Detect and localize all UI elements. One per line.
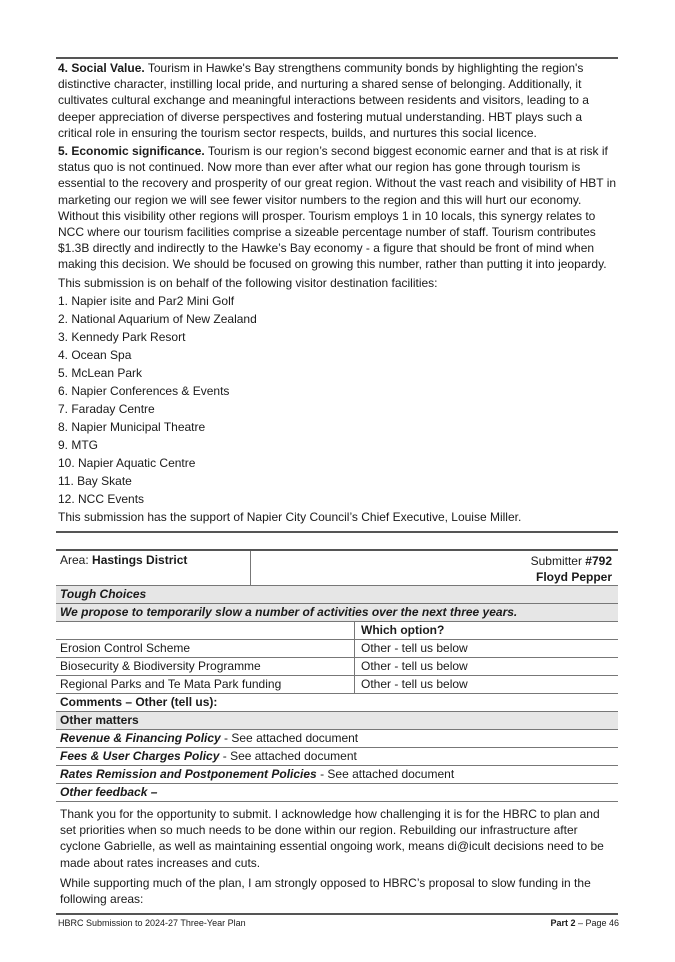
facilities-intro: This submission is on behalf of the following visitor destination facilities: — [58, 275, 438, 290]
activity-cell: Biosecurity & Biodiversity Programme — [56, 658, 355, 675]
hbt-submission-section — [56, 57, 618, 533]
other-matters-heading: Other matters — [60, 713, 139, 728]
list-item: 8. Napier Municipal Theatre — [58, 419, 206, 434]
list-item: 11. Bay Skate — [58, 473, 132, 488]
feedback-paragraph-1: Thank you for the opportunity to submit. I acknowledge how challenging it is for the HBRC to plan and set priorities when so much needs to be done within our region. Rebuilding our infrastructure after cyclone Gabrielle, as well as maintaining essential ongoing work, means di@icult decisions need to be made about rates increases and cuts. — [60, 807, 604, 870]
table-row — [56, 676, 618, 694]
feedback-body — [56, 802, 618, 913]
comments-label: Comments – Other (tell us): — [60, 695, 218, 710]
list-item: 2. National Aquarium of New Zealand — [58, 311, 257, 326]
tough-choices-heading: Tough Choices — [60, 587, 147, 602]
table-row — [56, 640, 618, 658]
list-item: 6. Napier Conferences & Events — [58, 383, 230, 398]
submitter-number: #792 — [585, 554, 612, 569]
policy-cell — [56, 748, 361, 765]
activity-cell: Regional Parks and Te Mata Park funding — [56, 676, 355, 693]
economic-text: Tourism is our region’s second biggest economic earner and that is at risk if status quo is not continued. Now more than ever after what our region has gone through tourism is essential to the recovery and prosperity of our great region. Without the vast reach and visibility of HBT in marketing our region we will see fewer visitor numbers to the region and this will hurt our economy. Without this visibility other regions will prosper. Tourism employs 1 in 10 locals, this synergy relates to NCC where our tourism facilities comprise a sizeable percentage number of staff. Tourism contributes $1.3B directly and indirectly to the Hawke’s Bay economy - a figure that should be front of mind when making this decision. We should be focused on growing this number, rather than putting it into jeopardy. — [58, 144, 617, 272]
submitter-cell — [251, 551, 618, 585]
footer-title: HBRC Submission to 2024-27 Three-Year Plan — [58, 918, 246, 928]
policy-row — [56, 766, 618, 784]
social-value-heading: 4. Social Value. — [58, 61, 145, 75]
list-item: 4. Ocean Spa — [58, 347, 132, 362]
document-page — [56, 0, 618, 915]
policy-value: - See attached document — [220, 731, 359, 746]
policy-cell — [56, 730, 362, 747]
list-item: 3. Kennedy Park Resort — [58, 329, 186, 344]
list-item: 10. Napier Aquatic Centre — [58, 455, 196, 470]
submission-form — [56, 549, 618, 915]
choice-cell: Other - tell us below — [361, 641, 468, 656]
options-header-row — [56, 622, 618, 640]
choice-cell: Other - tell us below — [361, 659, 468, 674]
footer-page: – Page 46 — [575, 918, 619, 928]
policy-cell — [56, 766, 458, 783]
policy-row — [56, 730, 618, 748]
table-row — [56, 658, 618, 676]
social-value-text: Tourism in Hawke's Bay strengthens community bonds by highlighting the region's distinctive character, instilling local pride, and nurturing a shared sense of belonging. Additionally, it cultivates cultural exchange and meaningful interactions between residents and visitors, leading to a deeper appreciation of diverse perspectives and fostering mutual understanding. HBT plays such a critical role in ensuring the tourism sector respects, builds, and nurtures this social licence. — [58, 61, 589, 140]
list-item: 1. Napier isite and Par2 Mini Golf — [58, 293, 235, 308]
policy-value: - See attached document — [219, 749, 357, 764]
policy-name: Rates Remission and Postponement Policies — [60, 767, 317, 782]
policy-row — [56, 748, 618, 766]
activity-cell: Erosion Control Scheme — [56, 640, 355, 657]
submission-header-row — [56, 551, 618, 586]
list-item: 12. NCC Events — [58, 491, 145, 506]
area-cell — [56, 551, 251, 585]
page-number — [550, 918, 619, 928]
economic-heading: 5. Economic significance. — [58, 144, 205, 159]
choice-cell: Other - tell us below — [361, 677, 468, 692]
other-feedback-label: Other feedback – — [60, 785, 158, 800]
submitter-label: Submitter — [530, 554, 582, 569]
options-header-blank — [56, 622, 355, 639]
policy-name: Revenue & Financing Policy — [60, 731, 221, 746]
list-item: 7. Faraday Centre — [58, 401, 155, 416]
which-option-header: Which option? — [361, 623, 445, 638]
page-footer — [58, 918, 619, 928]
other-feedback-row — [56, 784, 618, 802]
support-note: This submission has the support of Napier City Council’s Chief Executive, Louise Miller. — [58, 509, 522, 524]
other-matters-row — [56, 712, 618, 730]
footer-part: Part 2 — [550, 918, 576, 928]
tough-choices-row — [56, 586, 618, 604]
proposal-row — [56, 604, 618, 622]
feedback-paragraph-2: While supporting much of the plan, I am strongly opposed to HBRC’s proposal to slow funding in the following areas: — [60, 875, 591, 907]
comments-row — [56, 694, 618, 712]
proposal-text: We propose to temporarily slow a number of activities over the next three years. — [60, 605, 518, 620]
list-item: 9. MTG — [58, 437, 99, 452]
policy-value: - See attached document — [316, 767, 455, 782]
social-value-paragraph — [58, 60, 618, 141]
area-value: Hastings District — [92, 553, 188, 568]
policy-name: Fees & User Charges Policy — [60, 749, 220, 764]
facilities-list — [56, 293, 618, 507]
economic-paragraph — [58, 143, 618, 273]
submitter-name: Floyd Pepper — [535, 570, 612, 585]
list-item: 5. McLean Park — [58, 365, 143, 380]
section-divider — [56, 527, 618, 533]
area-label: Area: — [60, 553, 89, 568]
